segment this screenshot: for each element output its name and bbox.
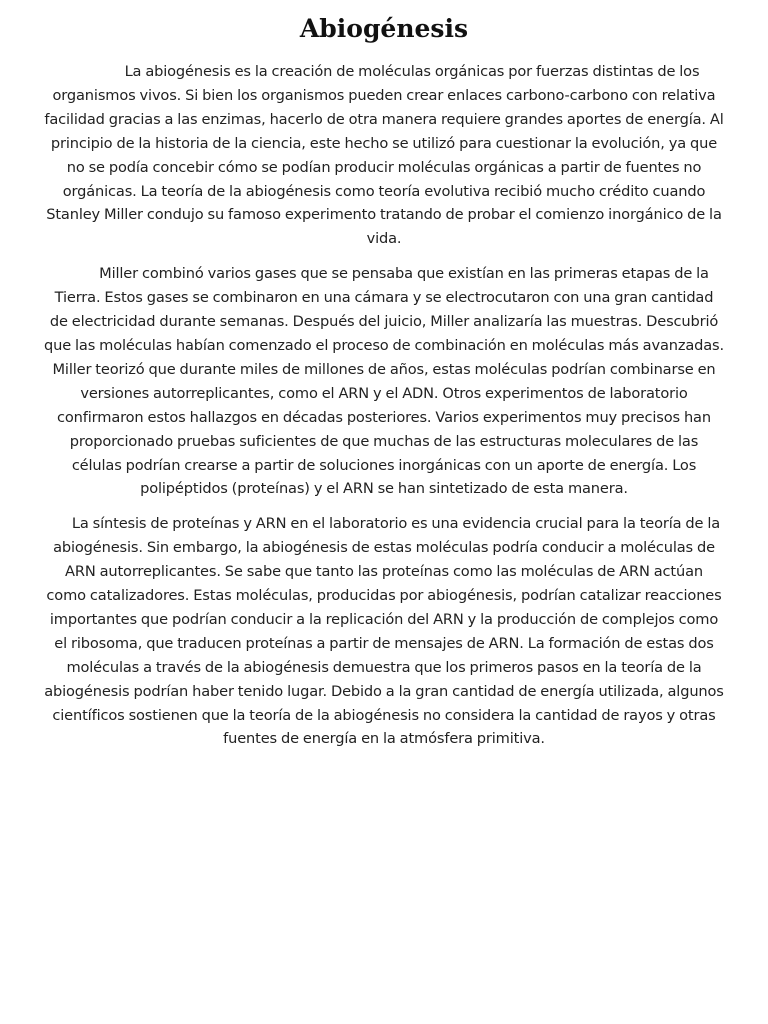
paragraph-miller-experiment: Miller combinó varios gases que se pensaba que existían en las primeras etapas de la Tierra. Estos gases se combinaron en una cámara y se electrocutaron con una gran cantidad de electricidad durante semanas. Después del juicio, Miller analizaría las muestras. Descubrió que las moléculas habían comenzado el proceso de combinación en moléculas más avanzadas. Miller teorizó que durante miles de millones de años, estas moléculas podrían combinarse en versiones autorreplicantes, como el ARN y el ADN. Otros experimentos de laboratorio confirmaron estos hallazgos en décadas posteriores. Varios experimentos muy precisos han proporcionado pruebas suficientes de que muchas de las estructuras moleculares de las células podrían crearse a partir de soluciones inorgánicas con un aporte de energía. Los polipéptidos (proteínas) y el ARN se han sintetizado de esta manera. [44,265,724,498]
document-title: Abiogénesis [299,14,469,43]
paragraph-intro: La abiogénesis es la creación de moléculas orgánicas por fuerzas distintas de los organismos vivos. Si bien los organismos pueden crear enlaces carbono-carbono con relativa facilidad gracias a las enzimas, hacerlo de otra manera requiere grandes aportes de energía. Al principio de la historia de la ciencia, este hecho se utilizó para cuestionar la evolución, ya que no se podía concebir cómo se podían producir moléculas orgánicas a partir de fuentes no orgánicas. La teoría de la abiogénesis como teoría evolutiva recibió mucho crédito cuando Stanley Miller condujo su famoso experimento tratando de probar el comienzo inorgánico de la vida. [44,63,724,248]
paragraph-protein-rna-synthesis: La síntesis de proteínas y ARN en el laboratorio es una evidencia crucial para la teoría de la abiogénesis. Sin embargo, la abiogénesis de estas moléculas podría conducir a moléculas de ARN autorreplicantes. Se sabe que tanto las proteínas como las moléculas de ARN actúan como catalizadores. Estas moléculas, producidas por abiogénesis, podrían catalizar reacciones importantes que podrían conducir a la replicación del ARN y la producción de complejos como el ribosoma, que traducen proteínas a partir de mensajes de ARN. La formación de estas dos moléculas a través de la abiogénesis demuestra que los primeros pasos en la teoría de la abiogénesis podrían haber tenido lugar. Debido a la gran cantidad de energía utilizada, algunos científicos sostienen que la teoría de la abiogénesis no considera la cantidad de rayos y otras fuentes de energía en la atmósfera primitiva. [44,515,724,748]
